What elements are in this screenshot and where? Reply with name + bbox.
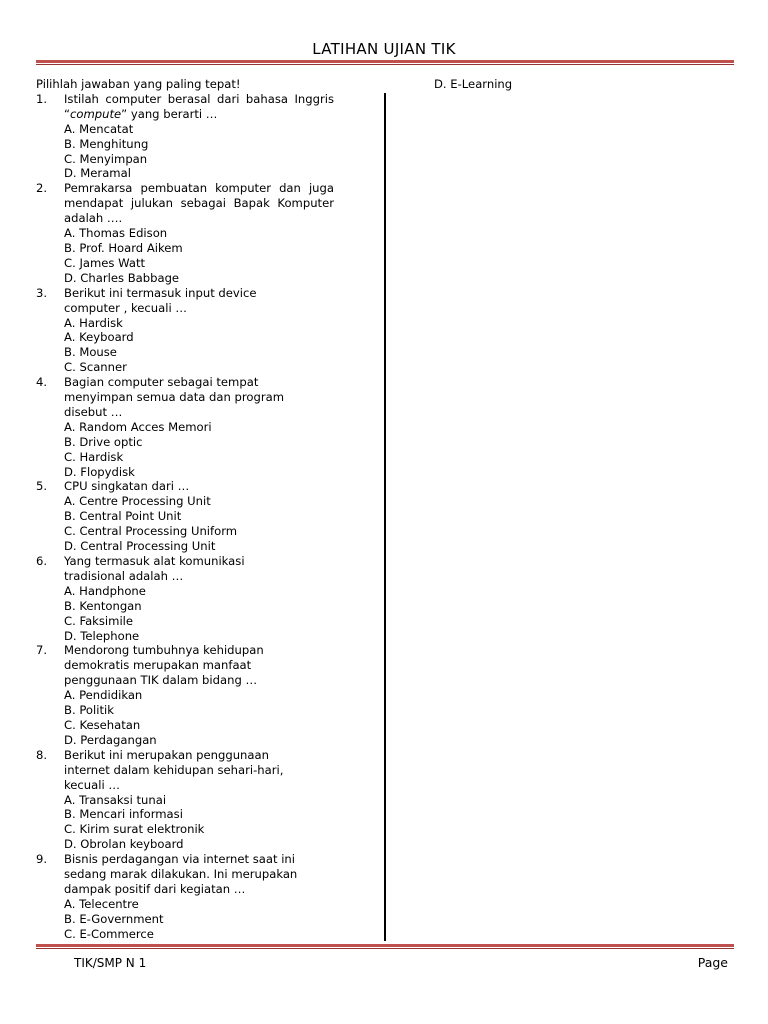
answer-option: C. Kirim surat elektronik (64, 822, 205, 837)
answer-option: B. Central Point Unit (64, 509, 182, 524)
answer-option: D. Flopydisk (64, 464, 135, 479)
question-item (36, 643, 336, 688)
question-text: Yang termasuk alat komunikasi tradisional adalah … (64, 554, 245, 583)
question-number: 1. (36, 91, 48, 106)
answer-option: C. James Watt (64, 255, 146, 270)
question-number: 6. (36, 554, 48, 568)
left-column (36, 77, 336, 942)
answer-option: B. Mouse (64, 345, 117, 360)
question-number: 2. (36, 181, 48, 196)
question-item (36, 479, 336, 494)
answer-option: C. Scanner (64, 360, 127, 375)
answer-option: A. Thomas Edison (64, 226, 168, 241)
answer-option: D. Central Processing Unit (64, 539, 216, 554)
question-text: Berikut ini termasuk input device computer , kecuali … (64, 285, 257, 315)
right-column (434, 77, 734, 92)
question-item (36, 181, 336, 226)
question-item (36, 375, 336, 420)
answer-option: B. E-Government (64, 911, 164, 926)
answer-option: B. Menghitung (64, 136, 149, 151)
answer-option: D. E-Learning (434, 77, 513, 91)
footer-rule-thin (36, 948, 734, 949)
answer-option: D. Meramal (64, 166, 131, 181)
header-rule-thin (36, 64, 734, 65)
answer-option: A. Centre Processing Unit (64, 494, 211, 509)
page-label: Page (697, 955, 728, 970)
answer-option: A. Telecentre (64, 896, 139, 911)
question-list (36, 92, 336, 942)
answer-option: A. Mencatat (64, 121, 134, 136)
question-text: Berikut ini merupakan penggunaan internet dalam kehidupan sehari-hari, kecuali … (64, 747, 284, 792)
question-number: 4. (36, 375, 48, 390)
answer-option: A. Random Acces Memori (64, 419, 212, 434)
answer-option: B. Prof. Hoard Aikem (64, 240, 183, 255)
question-number: 9. (36, 852, 48, 867)
question-text: Bagian computer sebagai tempat menyimpan semua data dan program disebut … (64, 375, 285, 419)
question-text: Istilah computer berasal dari bahasa Inggris “compute” yang berarti … (64, 91, 334, 121)
question-text: Mendorong tumbuhnya kehidupan demokratis merupakan manfaat penggunaan TIK dalam bidang … (64, 643, 264, 688)
question-item (36, 852, 336, 897)
question-item (36, 748, 336, 793)
question-text: Pemrakarsa pembuatan komputer dan juga mendapat julukan sebagai Bapak Komputer adalah …. (64, 181, 334, 226)
answer-option: C. E-Commerce (64, 926, 154, 941)
question-text: CPU singkatan dari … (64, 479, 190, 494)
answer-option: A. Keyboard (64, 330, 134, 345)
answer-option: C. Menyimpan (64, 151, 148, 166)
question-item (36, 286, 336, 316)
instruction-text: Pilihlah jawaban yang paling tepat! (36, 77, 241, 91)
answer-option: D. Telephone (64, 628, 140, 643)
answer-option: A. Hardisk (64, 315, 123, 330)
answer-option: C. Central Processing Uniform (64, 524, 238, 539)
footer-label: TIK/SMP N 1 (74, 956, 147, 970)
question-number: 8. (36, 747, 48, 762)
question-number: 7. (36, 643, 48, 658)
question-item (36, 554, 336, 584)
answer-option: D. Charles Babbage (64, 270, 180, 285)
answer-option: B. Politik (64, 703, 114, 718)
question-number: 5. (36, 479, 48, 494)
answer-option: C. Kesehatan (64, 717, 141, 732)
column-divider (384, 93, 386, 941)
answer-option: D. Obrolan keyboard (64, 837, 184, 852)
document-title: LATIHAN UJIAN TIK (312, 40, 456, 58)
question-text: Bisnis perdagangan via internet saat ini sedang marak dilakukan. Ini merupakan dampak positif dari kegiatan … (64, 852, 298, 896)
answer-option: C. Hardisk (64, 449, 124, 464)
answer-option: B. Mencari informasi (64, 807, 183, 822)
header-rule-thick (36, 60, 734, 63)
answer-option: D. Perdagangan (64, 732, 157, 747)
answer-option: C. Faksimile (64, 613, 134, 628)
answer-option: A. Transaksi tunai (64, 792, 167, 807)
question-item (36, 92, 336, 122)
answer-option: A. Handphone (64, 583, 146, 598)
answer-option: B. Kentongan (64, 598, 142, 613)
footer-rule-thick (36, 944, 734, 947)
answer-option: A. Pendidikan (64, 688, 143, 703)
question-number: 3. (36, 285, 48, 300)
answer-option: B. Drive optic (64, 434, 143, 449)
